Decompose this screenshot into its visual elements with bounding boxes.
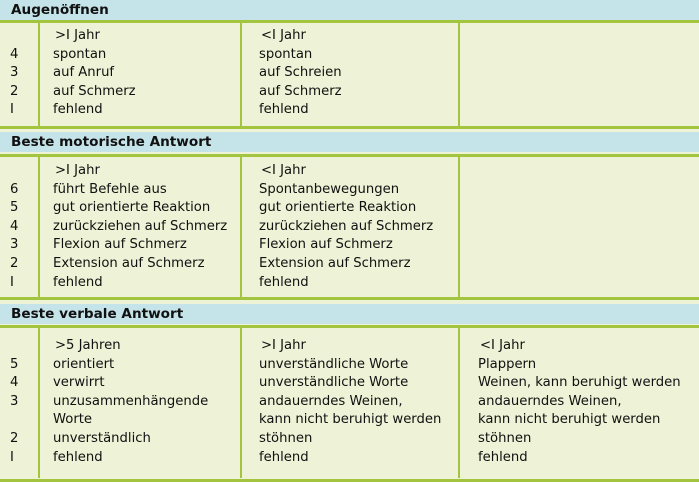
cell: Worte [53,412,93,428]
cell: Extension auf Schmerz [53,255,205,271]
section-body-eye-opening [0,23,699,126]
divider [0,126,699,129]
column-divider [240,157,242,297]
cell: andauerndes Weinen, [478,393,622,409]
score-column [0,27,38,120]
column-header: >I Jahr [55,28,100,43]
score: I [10,102,14,118]
cell: unzusammenhängende [53,393,209,409]
score-column [0,337,38,467]
section-header-motor-response: Beste motorische Antwort [0,132,699,152]
column-divider [458,23,460,126]
cell: unverständliche Worte [259,356,409,372]
column-over-5-years [53,337,208,467]
column-header: >I Jahr [55,163,100,178]
score: 6 [10,181,19,197]
cell: führt Befehle aus [53,181,167,197]
cell: spontan [53,46,107,62]
score: 3 [10,393,19,409]
column-under-1-year [259,162,433,292]
cell: fehlend [53,449,103,465]
column-under-1-year [259,27,342,120]
score: 5 [10,200,19,216]
cell: auf Schmerz [259,83,342,99]
cell: Spontanbewegungen [259,181,400,197]
column-divider [38,328,40,478]
score: 4 [10,46,19,62]
column-divider [38,23,40,126]
cell: fehlend [53,274,103,290]
column-over-1-year [53,162,227,292]
cell: Flexion auf Schmerz [53,237,187,253]
section-header-verbal-response: Beste verbale Antwort [0,304,699,324]
cell: gut orientierte Reaktion [259,200,417,216]
column-header: <I Jahr [480,338,525,353]
cell: kann nicht beruhigt werden [259,412,442,428]
cell: gut orientierte Reaktion [53,200,211,216]
cell: Weinen, kann beruhigt werden [478,375,681,391]
section-header-eye-opening: Augenöffnen [0,0,699,20]
column-header: <I Jahr [261,28,306,43]
cell: orientiert [53,356,115,372]
cell: stöhnen [478,430,532,446]
column-over-1-year [259,337,441,467]
cell: spontan [259,46,313,62]
column-header: >5 Jahren [55,338,121,353]
score: I [10,449,14,465]
cell: fehlend [259,274,309,290]
score: 2 [10,83,19,99]
divider [0,297,699,300]
cell: fehlend [259,102,309,118]
score-column [0,162,38,292]
score: I [10,274,14,290]
column-divider [458,157,460,297]
column-divider [240,23,242,126]
cell: auf Schmerz [53,83,136,99]
column-over-1-year [53,27,136,120]
cell: andauerndes Weinen, [259,393,403,409]
score: 4 [10,375,19,391]
cell: Flexion auf Schmerz [259,237,393,253]
cell: verwirrt [53,375,105,391]
score: 5 [10,356,19,372]
cell: zurückziehen auf Schmerz [259,218,434,234]
column-divider [458,328,460,478]
section-body-verbal-response [0,328,699,478]
score: 3 [10,237,19,253]
cell: kann nicht beruhigt werden [478,412,661,428]
cell: Extension auf Schmerz [259,255,411,271]
cell: auf Schreien [259,65,342,81]
cell: unverständliche Worte [259,375,409,391]
column-divider [38,157,40,297]
cell: auf Anruf [53,65,115,81]
cell: Plappern [478,356,537,372]
column-divider [240,328,242,478]
score: 2 [10,430,19,446]
cell: zurückziehen auf Schmerz [53,218,228,234]
column-under-1-year [478,337,681,467]
section-body-motor-response [0,157,699,297]
column-header: <I Jahr [261,163,306,178]
cell: fehlend [259,449,309,465]
score [0,411,38,430]
score: 4 [10,218,19,234]
cell: fehlend [53,102,103,118]
cell: stöhnen [259,430,313,446]
score: 3 [10,65,19,81]
cell: unverständlich [53,430,151,446]
cell: fehlend [478,449,528,465]
column-header: >I Jahr [261,338,306,353]
score: 2 [10,255,19,271]
